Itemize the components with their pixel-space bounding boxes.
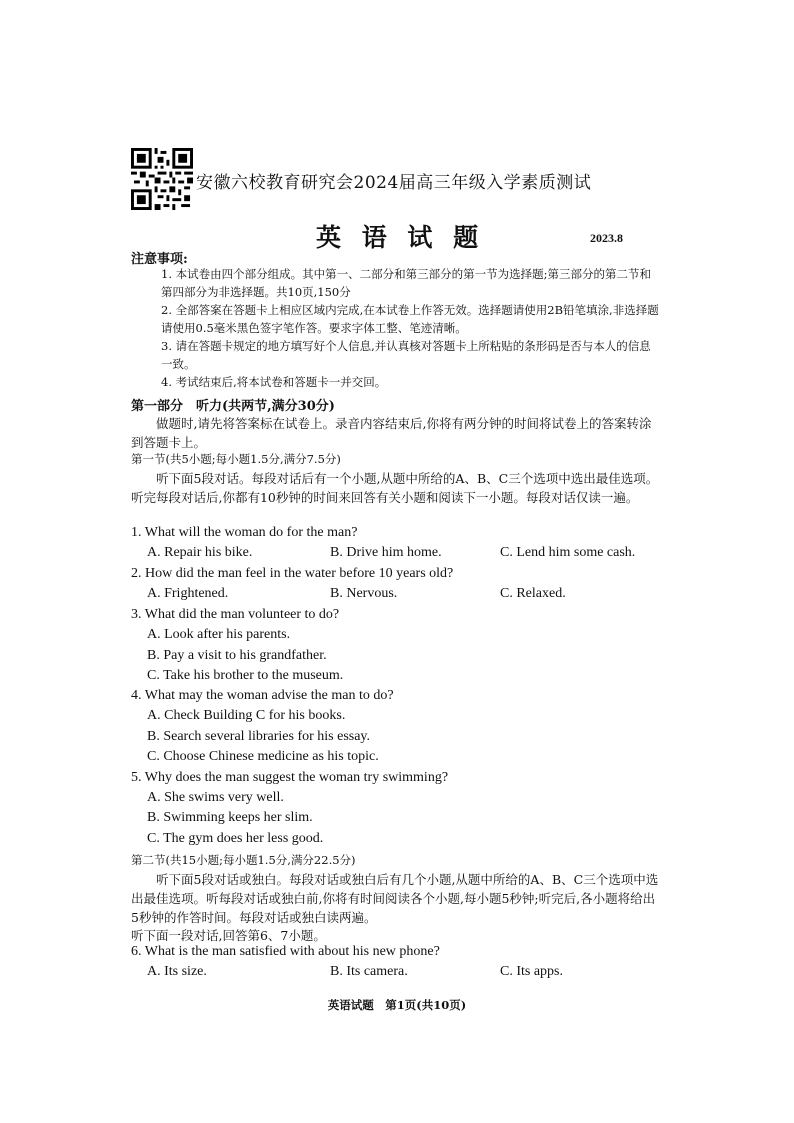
- section2-instruction: 听下面一段对话,回答第6、7小题。: [131, 928, 326, 943]
- option-b: B. Swimming keeps her slim.: [147, 810, 313, 825]
- option-b: B. Pay a visit to his grandfather.: [147, 648, 327, 663]
- option-b: B. Nervous.: [330, 586, 398, 601]
- section1-intro: 听下面5段对话。每段对话后有一个小题,从题中所给的A、B、C三个选项中选出最佳选项。听完每段对话后,你都有10秒钟的时间来回答有关小题和阅读下一小题。每段对话仅读一遍。: [131, 471, 659, 505]
- part1-intro: 做题时,请先将答案标在试卷上。录音内容结束后,你将有两分钟的时间将试卷上的答案转涂到答题卡上。: [131, 416, 652, 450]
- question-stem: 4. What may the woman advise the man to do?: [131, 688, 394, 703]
- option-a: A. Check Building C for his books.: [147, 708, 346, 723]
- question-stem: 2. How did the man feel in the water before 10 years old?: [131, 566, 454, 581]
- option-a: A. Frightened.: [147, 586, 229, 601]
- option-a: A. Repair his bike.: [147, 545, 253, 560]
- school-title: 安徽六校教育研究会2024届高三年级入学素质测试: [196, 173, 592, 193]
- option-a: A. She swims very well.: [147, 790, 284, 805]
- section2-heading: 第二节(共15小题;每小题1.5分,满分22.5分): [131, 853, 356, 867]
- question-stem: 3. What did the man volunteer to do?: [131, 607, 340, 622]
- notice-item: 4. 考试结束后,将本试卷和答题卡一并交回。: [161, 375, 387, 389]
- question-stem: 6. What is the man satisfied with about his new phone?: [131, 944, 440, 959]
- question-stem: 1. What will the woman do for the man?: [131, 525, 358, 540]
- qr-code: [131, 148, 193, 210]
- question-stem: 5. Why does the man suggest the woman try swimming?: [131, 770, 449, 785]
- notice-item: 3. 请在答题卡规定的地方填写好个人信息,并认真核对答题卡上所粘贴的条形码是否与本人的信息一致。: [161, 339, 651, 371]
- option-c: C. Relaxed.: [500, 586, 566, 601]
- page-title: 英 语 试 题: [316, 223, 485, 252]
- section2-intro: 听下面5段对话或独白。每段对话或独白后有几个小题,从题中所给的A、B、C三个选项中选出最佳选项。听每段对话或独白前,你将有时间阅读各个小题,每小题5秒钟;听完后,各小题将给出5秒钟的作答时间。每段对话或独白读两遍。: [131, 872, 659, 925]
- notice-item: 2. 全部答案在答题卡上相应区域内完成,在本试卷上作答无效。选择题请使用2B铅笔填涂,非选择题请使用0.5毫米黑色签字笔作答。要求字体工整、笔迹清晰。: [161, 303, 659, 335]
- option-c: C. Choose Chinese medicine as his topic.: [147, 749, 379, 764]
- option-b: B. Drive him home.: [330, 545, 442, 560]
- option-a: A. Its size.: [147, 964, 207, 979]
- option-a: A. Look after his parents.: [147, 627, 291, 642]
- option-b: B. Search several libraries for his essay.: [147, 729, 371, 744]
- option-c: C. The gym does her less good.: [147, 831, 324, 846]
- option-b: B. Its camera.: [330, 964, 408, 979]
- section1-heading: 第一节(共5小题;每小题1.5分,满分7.5分): [131, 452, 341, 466]
- option-c: C. Lend him some cash.: [500, 545, 636, 560]
- page-footer: 英语试题 第1页(共10页): [327, 998, 467, 1012]
- exam-date: 2023.8: [590, 231, 623, 245]
- option-c: C. Take his brother to the museum.: [147, 668, 344, 683]
- notice-heading: 注意事项:: [131, 252, 188, 267]
- notice-item: 1. 本试卷由四个部分组成。其中第一、二部分和第三部分的第一节为选择题;第三部分的第二节和第四部分为非选择题。共10页,150分: [161, 267, 651, 299]
- part1-heading: 第一部分 听力(共两节,满分30分): [131, 399, 335, 414]
- option-c: C. Its apps.: [500, 964, 563, 979]
